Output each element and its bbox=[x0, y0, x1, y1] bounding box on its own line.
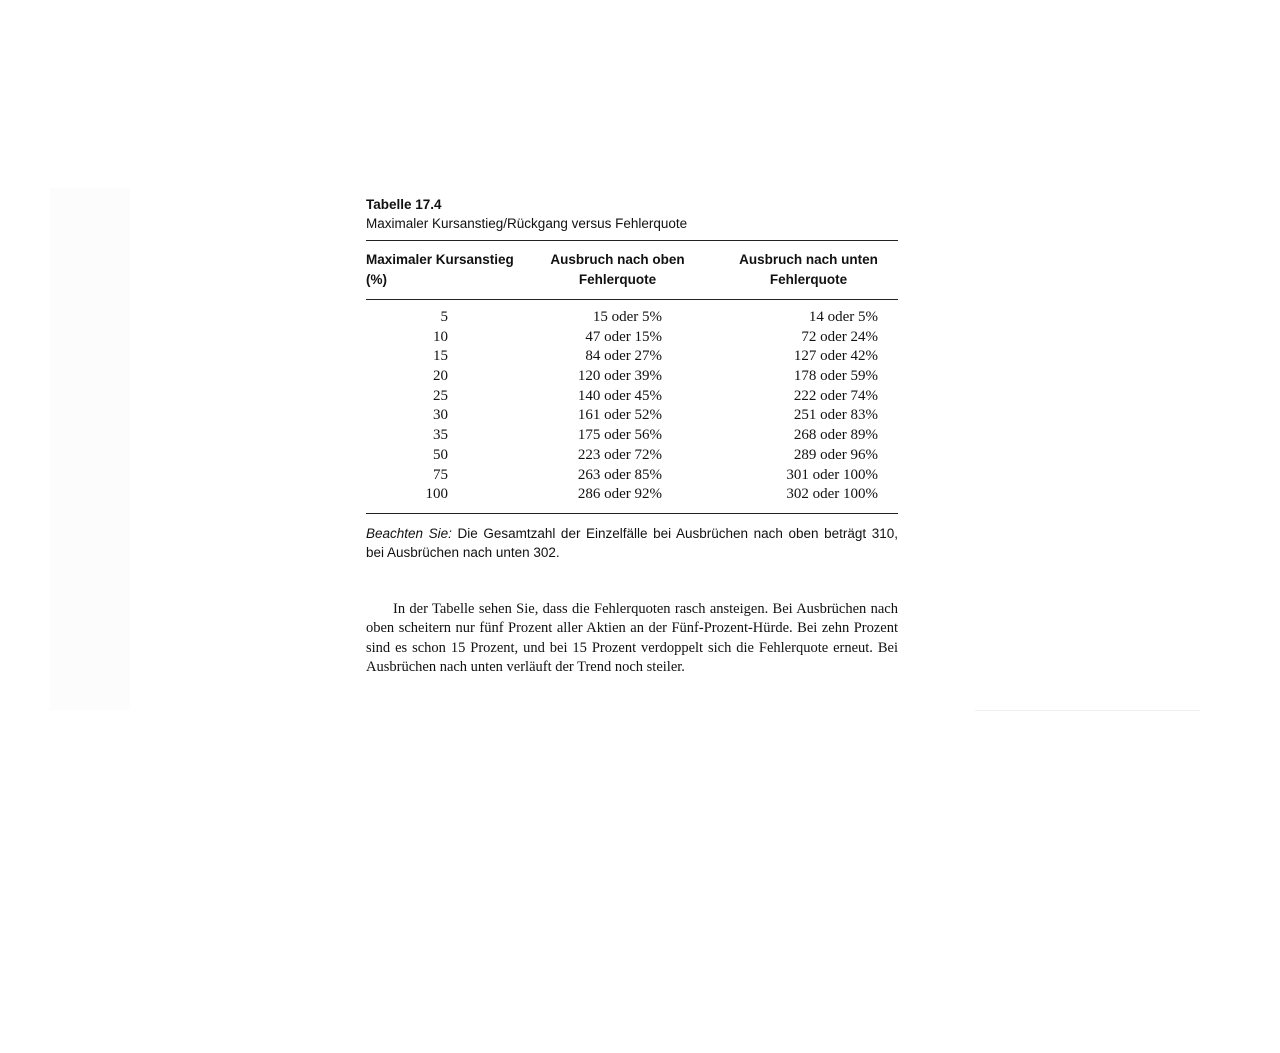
note-label: Beachten Sie: bbox=[366, 525, 452, 541]
rise-cell: 50 bbox=[433, 446, 448, 463]
table-row bbox=[366, 328, 898, 348]
rise-cell: 20 bbox=[433, 368, 448, 385]
page-edge-line bbox=[975, 710, 1200, 711]
table-row bbox=[366, 367, 898, 387]
table-title: Tabelle 17.4 bbox=[366, 197, 442, 212]
breakout-down-cell: 268 oder 89% bbox=[793, 427, 878, 444]
breakout-up-cell: 286 oder 92% bbox=[577, 486, 662, 503]
breakout-down-cell: 14 oder 5% bbox=[808, 309, 878, 325]
table-header bbox=[366, 241, 898, 299]
rise-cell: 10 bbox=[433, 328, 448, 345]
table-row bbox=[366, 485, 898, 505]
table-row bbox=[366, 308, 898, 328]
body-paragraph: In der Tabelle sehen Sie, dass die Fehlerquoten rasch ansteigen. Bei Ausbrüchen nach oben scheitern nur fünf Prozent aller Aktien an der Fünf-Prozent-Hürde. Bei zehn Prozent sind es schon 15 Prozent, und bei 15 Prozent verdoppelt sich die Fehlerquote erneut. Bei Ausbrüchen nach unten verläuft der Trend noch steiler. bbox=[366, 600, 898, 676]
breakout-down-cell: 72 oder 24% bbox=[801, 328, 878, 345]
table-body bbox=[366, 300, 898, 508]
left-margin-shade bbox=[50, 188, 130, 710]
breakout-down-cell: 302 oder 100% bbox=[786, 486, 878, 503]
table-row bbox=[366, 466, 898, 486]
breakout-up-cell: 263 oder 85% bbox=[577, 466, 662, 483]
header-max-rise: Maximaler Kursanstieg (%) bbox=[366, 252, 514, 287]
breakout-down-cell: 289 oder 96% bbox=[793, 446, 878, 463]
breakout-down-cell: 127 oder 42% bbox=[793, 348, 878, 365]
breakout-down-cell: 178 oder 59% bbox=[793, 368, 878, 385]
table-note bbox=[366, 524, 898, 563]
rise-cell: 25 bbox=[433, 387, 448, 404]
rise-cell: 35 bbox=[433, 427, 448, 444]
note-text: Die Gesamtzahl der Einzelfälle bei Ausbrüchen nach oben beträgt 310, bei Ausbrüchen nach unten 302. bbox=[366, 525, 898, 561]
table-bottom-rule bbox=[366, 513, 898, 514]
breakout-up-cell: 47 oder 15% bbox=[585, 328, 662, 345]
breakout-up-cell: 175 oder 56% bbox=[577, 427, 662, 444]
breakout-down-cell: 222 oder 74% bbox=[793, 387, 878, 404]
breakout-down-cell: 301 oder 100% bbox=[786, 466, 878, 483]
table-caption: Maximaler Kursanstieg/Rückgang versus Fehlerquote bbox=[366, 216, 688, 231]
breakout-up-cell: 223 oder 72% bbox=[577, 446, 662, 463]
breakout-up-cell: 120 oder 39% bbox=[577, 368, 662, 385]
rise-cell: 30 bbox=[433, 407, 448, 424]
breakout-down-cell: 251 oder 83% bbox=[793, 407, 878, 424]
header-breakout-up: Ausbruch nach oben Fehlerquote bbox=[550, 252, 685, 287]
header-breakout-down: Ausbruch nach unten Fehlerquote bbox=[739, 252, 878, 287]
table-row bbox=[366, 406, 898, 426]
table-row bbox=[366, 347, 898, 367]
breakout-up-cell: 140 oder 45% bbox=[577, 387, 662, 404]
breakout-up-cell: 84 oder 27% bbox=[585, 348, 662, 365]
rise-cell: 75 bbox=[433, 466, 448, 483]
rise-cell: 100 bbox=[425, 486, 448, 503]
table-row bbox=[366, 426, 898, 446]
breakout-up-cell: 161 oder 52% bbox=[577, 407, 662, 424]
page-content bbox=[366, 196, 898, 678]
table-row bbox=[366, 446, 898, 466]
rise-cell: 15 bbox=[433, 348, 448, 365]
table-row bbox=[366, 387, 898, 407]
breakout-up-cell: 15 oder 5% bbox=[592, 309, 662, 325]
rise-cell: 5 bbox=[440, 309, 448, 325]
